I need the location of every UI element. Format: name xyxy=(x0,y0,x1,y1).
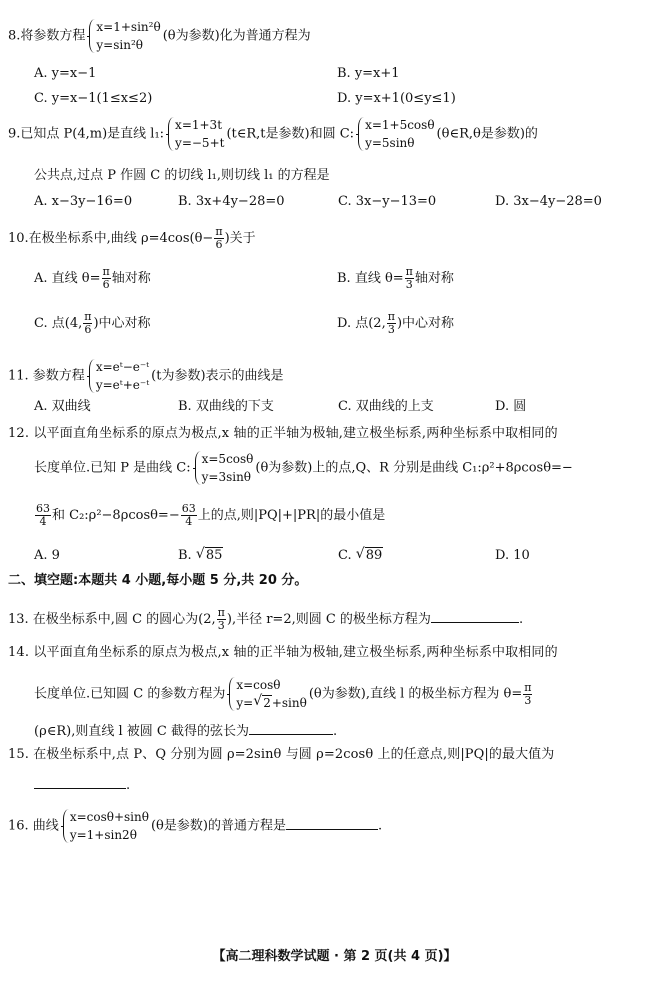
q15-end: . xyxy=(126,778,131,793)
q12-eq-y: y=3sinθ xyxy=(201,470,252,484)
q10-d-num: π xyxy=(387,310,395,323)
q11-option-a: A. 双曲线 xyxy=(34,399,91,414)
q8-stem-pre: 8.将参数方程 xyxy=(8,28,86,44)
q13-answer-blank[interactable] xyxy=(431,610,519,623)
q14-line3 xyxy=(34,722,337,740)
question-16 xyxy=(8,808,382,844)
q8-stem xyxy=(8,18,311,54)
q10-b-num: π xyxy=(405,265,413,278)
q10-option-c xyxy=(34,311,151,336)
q14-sqrt xyxy=(253,694,272,712)
q12-f2-num: 63 xyxy=(181,502,196,515)
q13-end: . xyxy=(518,612,524,627)
q12-option-c xyxy=(338,548,383,564)
q12-b-radicand: 85 xyxy=(205,548,223,563)
q14-line2-pre: 长度单位.已知圆 C 的参数方程为 xyxy=(34,686,226,702)
page-footer: 【高二理科数学试题 · 第 2 页(共 4 页)】 xyxy=(212,949,457,964)
q10-b-post: 轴对称 xyxy=(414,271,454,286)
q9-stem-line1 xyxy=(8,116,538,152)
q14-end: . xyxy=(332,724,338,739)
q16-eq-x: x=cosθ+sinθ xyxy=(69,810,149,824)
q12-fraction-1 xyxy=(35,503,51,528)
q14-eq-x: x=cosθ xyxy=(236,678,281,692)
q10-post: )关于 xyxy=(224,231,256,246)
q15-answer-blank[interactable] xyxy=(34,776,126,789)
q16-eq-y: y=1+sin2θ xyxy=(69,828,137,842)
section-2-heading: 二、填空题:本题共 4 小题,每小题 5 分,共 20 分。 xyxy=(8,573,308,588)
q13-fraction xyxy=(217,607,226,632)
q11-stem xyxy=(8,358,284,394)
q11-eq-x: x=eᵗ−e⁻ᵗ xyxy=(95,360,150,374)
q9-option-c: C. 3x−y−13=0 xyxy=(338,194,437,209)
q12-fraction-2 xyxy=(181,503,197,528)
q8-eq-y: y=sin²θ xyxy=(96,38,143,52)
q14-radicand: 2 xyxy=(263,696,271,710)
q10-option-d xyxy=(337,311,454,336)
q14-eq-y-post: +sinθ xyxy=(271,696,307,710)
q9-circle-eq-x: x=1+5cosθ xyxy=(365,118,435,132)
q11-option-c: C. 双曲线的上支 xyxy=(338,399,434,414)
q10-c-den: 6 xyxy=(84,323,92,336)
q12-line3-post: 上的点,则|PQ|+|PR|的最小值是 xyxy=(197,508,386,523)
q13-frac-den: 3 xyxy=(217,619,225,632)
q9-option-b: B. 3x+4y−28=0 xyxy=(178,194,285,209)
q10-d-den: 3 xyxy=(387,323,395,336)
q11-pre: 11. 参数方程 xyxy=(8,368,85,384)
q8-option-b: B. y=x+1 xyxy=(337,66,400,81)
q11-option-d: D. 圆 xyxy=(495,399,527,414)
q13-post: ),半径 r=2,则圆 C 的极坐标方程为 xyxy=(226,612,431,627)
q8-eq-x: x=1+sin²θ xyxy=(96,20,161,34)
q10-d-post: )中心对称 xyxy=(396,316,455,331)
q12-line2-post: (θ为参数)上的点,Q、R 分别是曲线 C₁:ρ²+8ρcosθ=− xyxy=(255,460,573,476)
q10-option-a xyxy=(34,266,151,291)
q14-line2 xyxy=(34,676,533,712)
q12-line3-mid: 和 C₂:ρ²−8ρcosθ=− xyxy=(52,508,180,523)
q12-b-label: B. xyxy=(178,548,192,563)
q9-pre: 9.已知点 P(4,m)是直线 l₁: xyxy=(8,126,165,142)
q14-answer-blank[interactable] xyxy=(249,722,333,735)
q10-a-num: π xyxy=(102,265,110,278)
q12-option-b xyxy=(178,548,223,564)
q12-system xyxy=(193,450,254,486)
q12-line3 xyxy=(34,503,385,528)
q10-b-den: 3 xyxy=(405,278,413,291)
q10-a-pre: A. 直线 θ= xyxy=(34,271,101,286)
q14-eq-y-pre: y= xyxy=(236,696,254,710)
q14-fraction xyxy=(523,682,532,707)
q10-frac-den: 6 xyxy=(215,238,223,251)
q10-c-post: )中心对称 xyxy=(93,316,151,331)
q16-system xyxy=(61,808,149,844)
q10-b-fraction xyxy=(405,266,414,291)
q11-option-b: B. 双曲线的下支 xyxy=(178,399,274,414)
q12-c-label: C. xyxy=(338,548,352,563)
q12-f1-num: 63 xyxy=(36,502,50,515)
q12-b-sqrt xyxy=(196,548,224,564)
q12-c-sqrt xyxy=(356,548,384,564)
q9-circle-system xyxy=(356,116,434,152)
q13-pre: 13. 在极坐标系中,圆 C 的圆心为(2, xyxy=(8,612,216,627)
q12-line2 xyxy=(34,450,573,486)
q14-line3-pre: (ρ∈R),则直线 l 被圆 C 截得的弦长为 xyxy=(34,724,249,739)
q10-stem xyxy=(8,226,256,251)
q10-b-pre: B. 直线 θ= xyxy=(337,271,404,286)
q16-pre: 16. 曲线 xyxy=(8,818,59,834)
q10-a-fraction xyxy=(102,266,111,291)
q12-f1-den: 4 xyxy=(39,515,47,528)
q10-frac-num: π xyxy=(215,225,223,238)
q14-line2-post: (θ为参数),直线 l 的极坐标方程为 θ= xyxy=(308,686,523,702)
q11-system xyxy=(87,358,149,394)
q10-c-fraction xyxy=(83,311,92,336)
q10-pre: 10.在极坐标系中,曲线 ρ=4cos(θ− xyxy=(8,231,214,246)
q8-system xyxy=(87,18,160,54)
q9-option-a: A. x−3y−16=0 xyxy=(34,194,133,209)
q16-post: (θ是参数)的普通方程是 xyxy=(150,818,286,834)
q10-c-pre: C. 点(4, xyxy=(34,316,83,331)
q14-frac-num: π xyxy=(524,680,532,694)
q16-end: . xyxy=(377,818,383,834)
q10-d-pre: D. 点(2, xyxy=(337,316,386,331)
q14-frac-den: 3 xyxy=(524,693,532,707)
q9-option-d: D. 3x−4y−28=0 xyxy=(495,194,602,209)
q9-post: (θ∈R,θ是参数)的 xyxy=(436,126,538,142)
q8-stem-post: (θ为参数)化为普通方程为 xyxy=(162,28,311,44)
q12-line2-pre: 长度单位.已知 P 是曲线 C: xyxy=(34,460,191,476)
q14-line1: 14. 以平面直角坐标系的原点为极点,x 轴的正半轴为极轴,建立极坐标系,两种坐标系中取相同的 xyxy=(8,645,558,660)
q10-c-num: π xyxy=(84,310,92,323)
q9-line-system xyxy=(166,116,224,152)
q13-frac-num: π xyxy=(217,606,225,619)
q9-circle-eq-y: y=5sinθ xyxy=(365,136,415,150)
q15-line2 xyxy=(34,776,130,794)
q10-a-den: 6 xyxy=(102,278,110,291)
q8-option-c: C. y=x−1(1≤x≤2) xyxy=(34,91,153,106)
q10-option-b xyxy=(337,266,454,291)
q10-d-fraction xyxy=(387,311,396,336)
q16-answer-blank[interactable] xyxy=(286,817,378,830)
q9-mid: (t∈R,t是参数)和圆 C: xyxy=(226,126,355,142)
q14-system xyxy=(227,676,307,712)
q12-option-d: D. 10 xyxy=(495,548,530,563)
q11-post: (t为参数)表示的曲线是 xyxy=(151,368,284,384)
q12-eq-x: x=5cosθ xyxy=(201,452,254,466)
q12-line1: 12. 以平面直角坐标系的原点为极点,x 轴的正半轴为极轴,建立极坐标系,两种坐标系中取相同的 xyxy=(8,426,558,441)
q9-line-eq-x: x=1+3t xyxy=(175,118,223,132)
q10-fraction xyxy=(214,226,223,251)
q12-option-a: A. 9 xyxy=(34,548,60,563)
q9-line-eq-y: y=−5+t xyxy=(175,136,225,150)
q11-eq-y: y=eᵗ+e⁻ᵗ xyxy=(95,378,150,392)
q8-option-d: D. y=x+1(0≤y≤1) xyxy=(337,91,456,106)
q15-line1: 15. 在极坐标系中,点 P、Q 分别为圆 ρ=2sinθ 与圆 ρ=2cosθ 上的任意点,则|PQ|的最大值为 xyxy=(8,747,555,762)
q12-f2-den: 4 xyxy=(185,515,193,528)
q8-option-a: A. y=x−1 xyxy=(34,66,97,81)
question-13 xyxy=(8,607,523,632)
q14-eq-y xyxy=(236,694,307,712)
q12-c-radicand: 89 xyxy=(365,548,383,563)
q9-stem-line2: 公共点,过点 P 作圆 C 的切线 l₁,则切线 l₁ 的方程是 xyxy=(34,168,330,183)
q10-a-post: 轴对称 xyxy=(111,271,151,286)
